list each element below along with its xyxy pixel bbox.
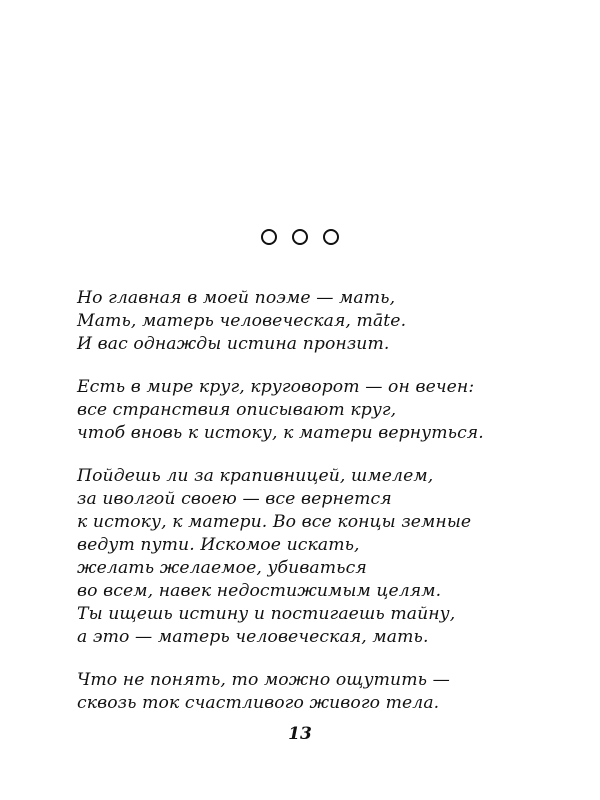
poem-line: желать желаемое, убиваться <box>77 558 367 578</box>
page-number: 13 <box>288 724 312 744</box>
stanza <box>77 669 557 715</box>
poem-line: Но главная в моей поэме — мать, <box>77 288 396 308</box>
poem-line: И вас однажды истина пронзит. <box>77 334 390 354</box>
poem-line: во всем, навек недостижимым целям. <box>77 581 442 601</box>
poem-line: Что не понять, то можно ощутить — <box>77 670 450 690</box>
poem-line: чтоб вновь к истоку, к матери вернуться. <box>77 423 484 443</box>
circle-icon <box>323 229 339 245</box>
poem-line: все странствия описывают круг, <box>77 400 397 420</box>
poem-line: к истоку, к матери. Во все концы земные <box>77 512 472 532</box>
poem-line: Есть в мире круг, круговорот — он вечен: <box>77 377 475 397</box>
stanza <box>77 287 557 356</box>
stanza <box>77 465 557 649</box>
circle-icon <box>292 229 308 245</box>
poem-line: сквозь ток счастливого живого тела. <box>77 693 440 713</box>
poem-line: Пойдешь ли за крапивницей, шмелем, <box>77 466 434 486</box>
circle-icon <box>261 229 277 245</box>
poem-line: ведут пути. Искомое искать, <box>77 535 360 555</box>
poem-line: Мать, матерь человеческая, mātе. <box>77 311 407 331</box>
poem-line: за иволгой своею — все вернется <box>77 489 392 509</box>
poem-line: а это — матерь человеческая, мать. <box>77 627 429 647</box>
poem-body <box>77 287 557 735</box>
stanza <box>77 376 557 445</box>
poem-line: Ты ищешь истину и постигаешь тайну, <box>77 604 456 624</box>
section-divider-ornament <box>0 229 600 245</box>
